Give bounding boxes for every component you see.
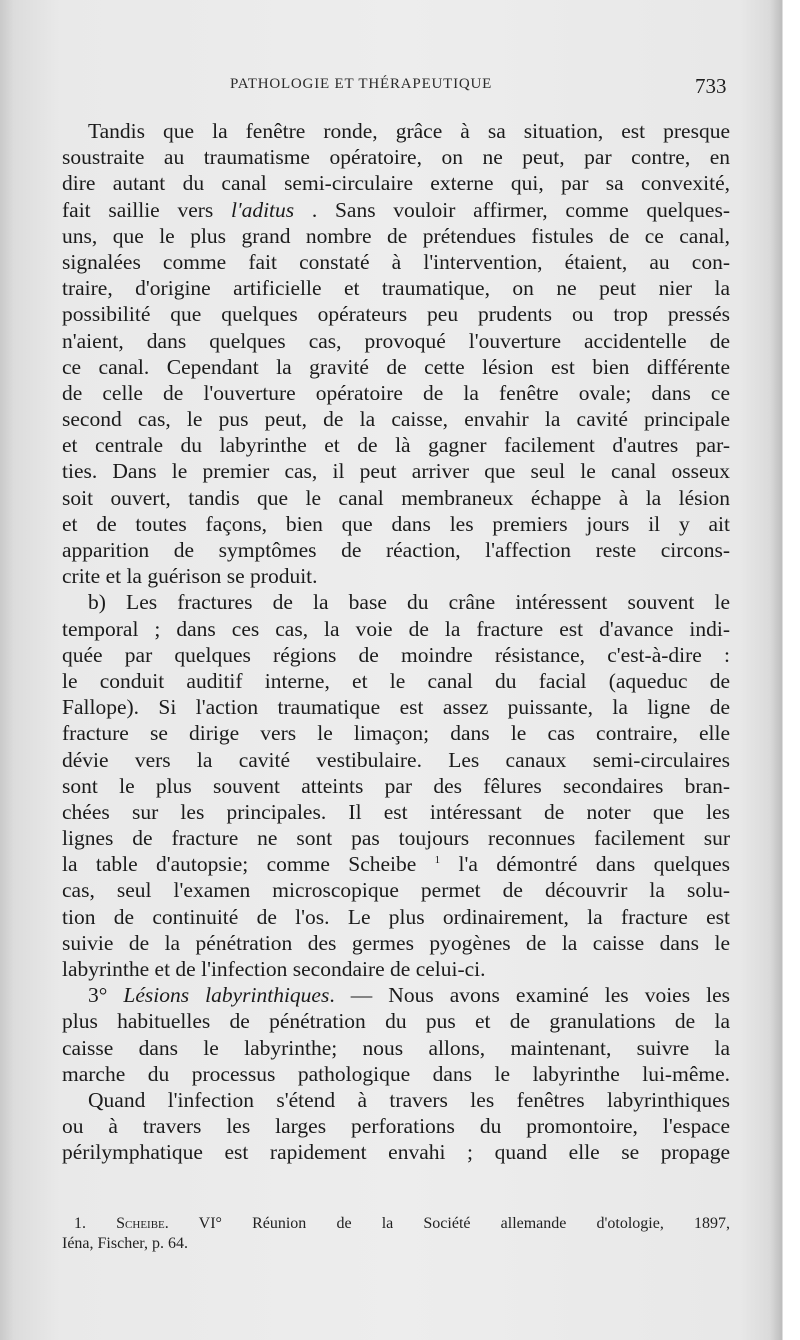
text-line: crite et la guérison se produit. xyxy=(62,564,318,589)
text-line: plus habituelles de pénétration du pus et de granulations de la xyxy=(62,1009,730,1034)
footnote-reference: VI° Réunion de la Société allemande d'otologie, 1897, xyxy=(198,1215,731,1232)
footnote-reference-marker: 1 xyxy=(434,854,441,867)
text-line: dévie vers la cavité vestibulaire. Les canaux semi-circulaires xyxy=(62,747,730,772)
text-line: ce canal. Cependant la gravité de cette lésion est bien différente xyxy=(62,354,730,379)
text-line: de celle de l'ouverture opératoire de la fenêtre ovale; dans ce xyxy=(62,380,730,405)
text-line: et centrale du labyrinthe et de là gagner facilement d'autres par- xyxy=(62,433,730,458)
text-line: caisse dans le labyrinthe; nous allons, maintenant, suivre la xyxy=(62,1035,730,1060)
running-title: PATHOLOGIE ET THÉRAPEUTIQUE xyxy=(230,76,493,92)
footnote-marker: 1. xyxy=(74,1215,86,1232)
text-line: n'aient, dans quelques cas, provoqué l'ouverture accidentelle de xyxy=(62,328,730,353)
footnote-line-1 xyxy=(62,1214,730,1234)
text-line: Quand l'infection s'étend à travers les fenêtres labyrinthiques xyxy=(88,1087,730,1112)
text-line xyxy=(62,197,730,223)
text-line: sont le plus souvent atteints par des fêlures secondaires bran- xyxy=(62,773,730,798)
text-line: b) Les fractures de la base du crâne intéressent souvent le xyxy=(88,590,730,615)
text-segment: . — Nous avons examiné les voies les xyxy=(329,983,731,1008)
text-line: ties. Dans le premier cas, il peut arriver que seul le canal osseux xyxy=(62,459,730,484)
italic-text: Lésions labyrinthiques xyxy=(123,983,330,1008)
text-segment: 3° xyxy=(88,983,124,1008)
body-text xyxy=(62,118,730,1166)
text-line: soustraite au traumatisme opératoire, on ne peut, par contre, en xyxy=(62,145,730,170)
page-number: 733 xyxy=(695,74,727,98)
text-line: second cas, le pus peut, de la caisse, envahir la cavité principale xyxy=(62,407,730,432)
text-line: soit ouvert, tandis que le canal membraneux échappe à la lésion xyxy=(62,485,730,510)
footnote-line-2: Iéna, Fischer, p. 64. xyxy=(62,1235,188,1252)
text-segment: fait saillie vers xyxy=(62,197,231,222)
text-line: uns, que le plus grand nombre de prétendues fistules de ce canal, xyxy=(62,223,730,248)
footnote xyxy=(62,1214,730,1254)
text-line: tion de continuité de l'os. Le plus ordinairement, la fracture est xyxy=(62,904,730,929)
italic-text: l'aditus xyxy=(231,197,295,222)
text-line: signalées comme fait constaté à l'intervention, étaient, au con- xyxy=(62,249,730,274)
text-line: le conduit auditif interne, et le canal du facial (aqueduc de xyxy=(62,668,730,693)
text-line: ou à travers les larges perforations du promontoire, l'espace xyxy=(62,1114,730,1139)
text-line: suivie de la pénétration des germes pyogènes de la caisse dans le xyxy=(62,930,730,955)
text-line: labyrinthe et de l'infection secondaire de celui-ci. xyxy=(62,957,486,981)
text-line: fracture se dirige vers le limaçon; dans le cas contraire, elle xyxy=(62,721,730,746)
text-line: possibilité que quelques opérateurs peu prudents ou trop pressés xyxy=(62,302,730,327)
footnote-author: Scheibe. xyxy=(116,1215,169,1232)
text-line xyxy=(62,982,730,1008)
text-line: Tandis que la fenêtre ronde, grâce à sa situation, est presque xyxy=(88,119,730,143)
text-line: Fallope). Si l'action traumatique est assez puissante, la ligne de xyxy=(62,695,730,720)
text-line: marche du processus pathologique dans le labyrinthe lui-même. xyxy=(62,1061,730,1086)
text-line: périlymphatique est rapidement envahi ; quand elle se propage xyxy=(62,1140,730,1165)
text-line: lignes de fracture ne sont pas toujours reconnues facilement sur xyxy=(62,826,730,851)
text-line: temporal ; dans ces cas, la voie de la fracture est d'avance indi- xyxy=(62,616,730,641)
text-line: apparition de symptômes de réaction, l'affection reste circons- xyxy=(62,538,730,562)
text-line: chées sur les principales. Il est intéressant de noter que les xyxy=(62,799,730,824)
text-segment: la table d'autopsie; comme Scheibe xyxy=(62,852,435,877)
text-line: quée par quelques régions de moindre résistance, c'est-à-dire : xyxy=(62,642,730,667)
text-line: dire autant du canal semi-circulaire externe qui, par sa convexité, xyxy=(62,171,730,196)
text-line xyxy=(62,851,730,877)
text-line: traire, d'origine artificielle et traumatique, on ne peut nier la xyxy=(62,276,730,301)
text-segment: . Sans vouloir affirmer, comme quelques- xyxy=(294,197,730,222)
text-segment: l'a démontré dans quelques xyxy=(440,852,731,877)
page-header xyxy=(0,74,800,100)
text-line: cas, seul l'examen microscopique permet de découvrir la solu- xyxy=(62,878,730,903)
text-line: et de toutes façons, bien que dans les premiers jours il y ait xyxy=(62,511,730,536)
